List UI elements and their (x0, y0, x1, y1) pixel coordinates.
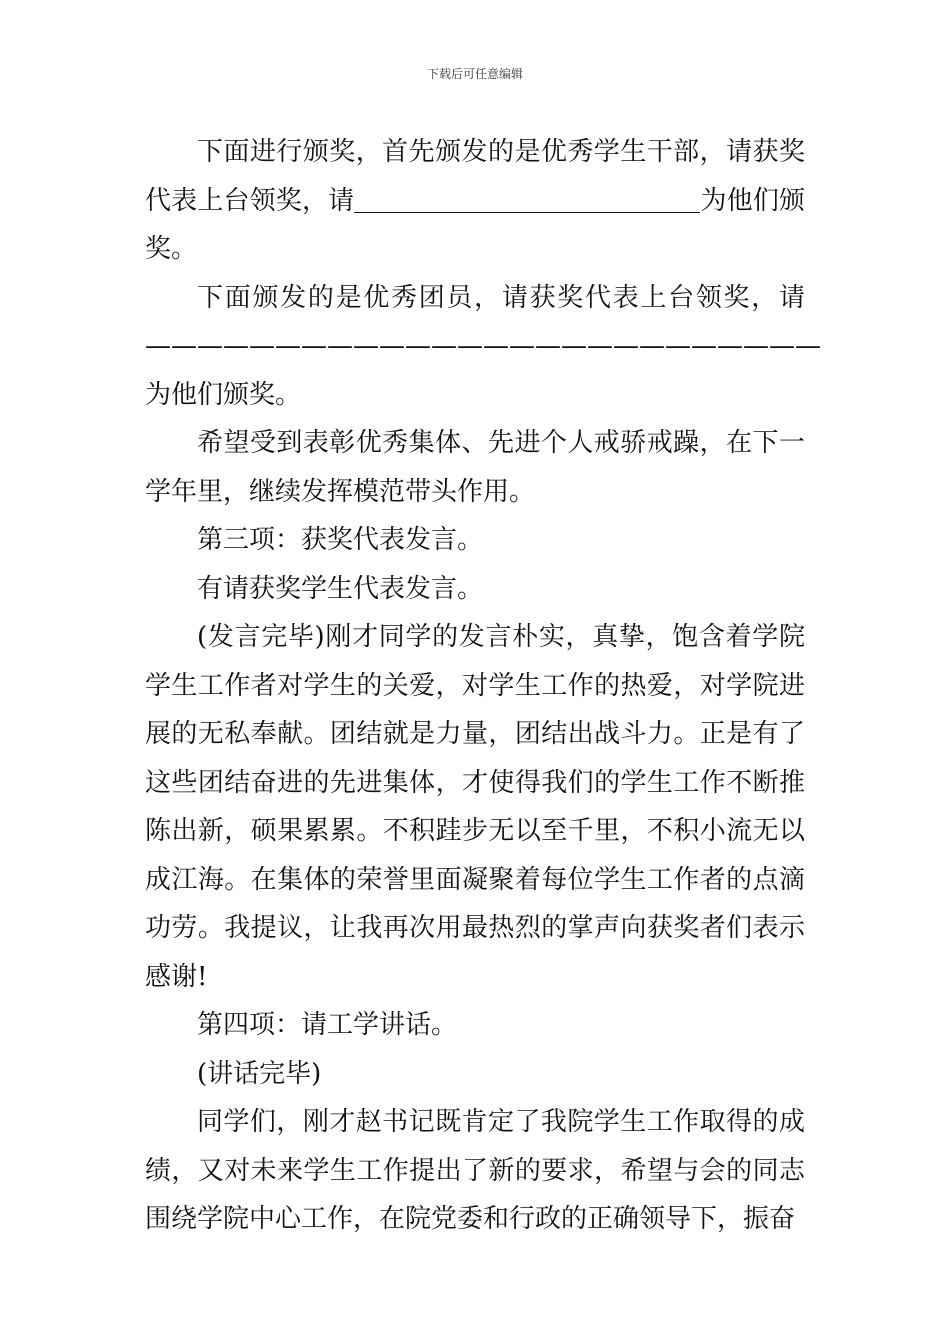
paragraph-invite-speech: 有请获奖学生代表发言。 (197, 573, 484, 604)
section-heading-item-four: 第四项：请工学讲话。 (197, 1010, 458, 1040)
paragraph-text: 为他们颁奖。 (145, 379, 302, 410)
section-heading-item-three: 第三项：获奖代表发言。 (197, 525, 484, 555)
page-header-note: 下载后可任意编辑 (426, 67, 523, 81)
paragraph-speech-finished: (讲话完毕) (197, 1058, 322, 1089)
paragraph-hope: 希望受到表彰优秀集体、先进个人戒骄戒躁，在下一学年里，继续发挥模范带头作用。 (145, 428, 805, 507)
paragraph-text: 下面进行颁奖，首先颁发的是优秀学生干部，请获奖代表上台领奖，请 (145, 137, 805, 216)
paragraph-text: 为他们颁奖。 (145, 185, 805, 264)
fill-in-dash-line: ———————————————————————— (197, 331, 821, 361)
document-body (145, 128, 821, 1244)
paragraph-closing: 同学们，刚才赵书记既肯定了我院学生工作取得的成绩，又对未来学生工作提出了新的要求，希望与会的同志围绕学院中心工作，在院党委和行政的正确领导下，振奋 (145, 1107, 805, 1234)
paragraph-award-cadres (145, 128, 805, 274)
paragraph-award-members (145, 274, 821, 420)
paragraph-speech-summary: (发言完毕)刚才同学的发言朴实，真挚，饱含着学院学生工作者对学生的关爱，对学生工作的热爱，对学院进展的无私奉献。团结就是力量，团结出战斗力。正是有了这些团结奋进的先进集体，才使得我们的学生工作不断推陈出新，硕果累累。不积跬步无以至千里，不积小流无以成江海。在集体的荣誉里面凝聚着每位学生工作者的点滴功劳。我提议，让我再次用最热烈的掌声向获奖者们表示感谢! (145, 622, 805, 992)
paragraph-text: 下面颁发的是优秀团员，请获奖代表上台领奖，请—— (145, 282, 805, 361)
fill-in-blank-line (354, 180, 700, 213)
